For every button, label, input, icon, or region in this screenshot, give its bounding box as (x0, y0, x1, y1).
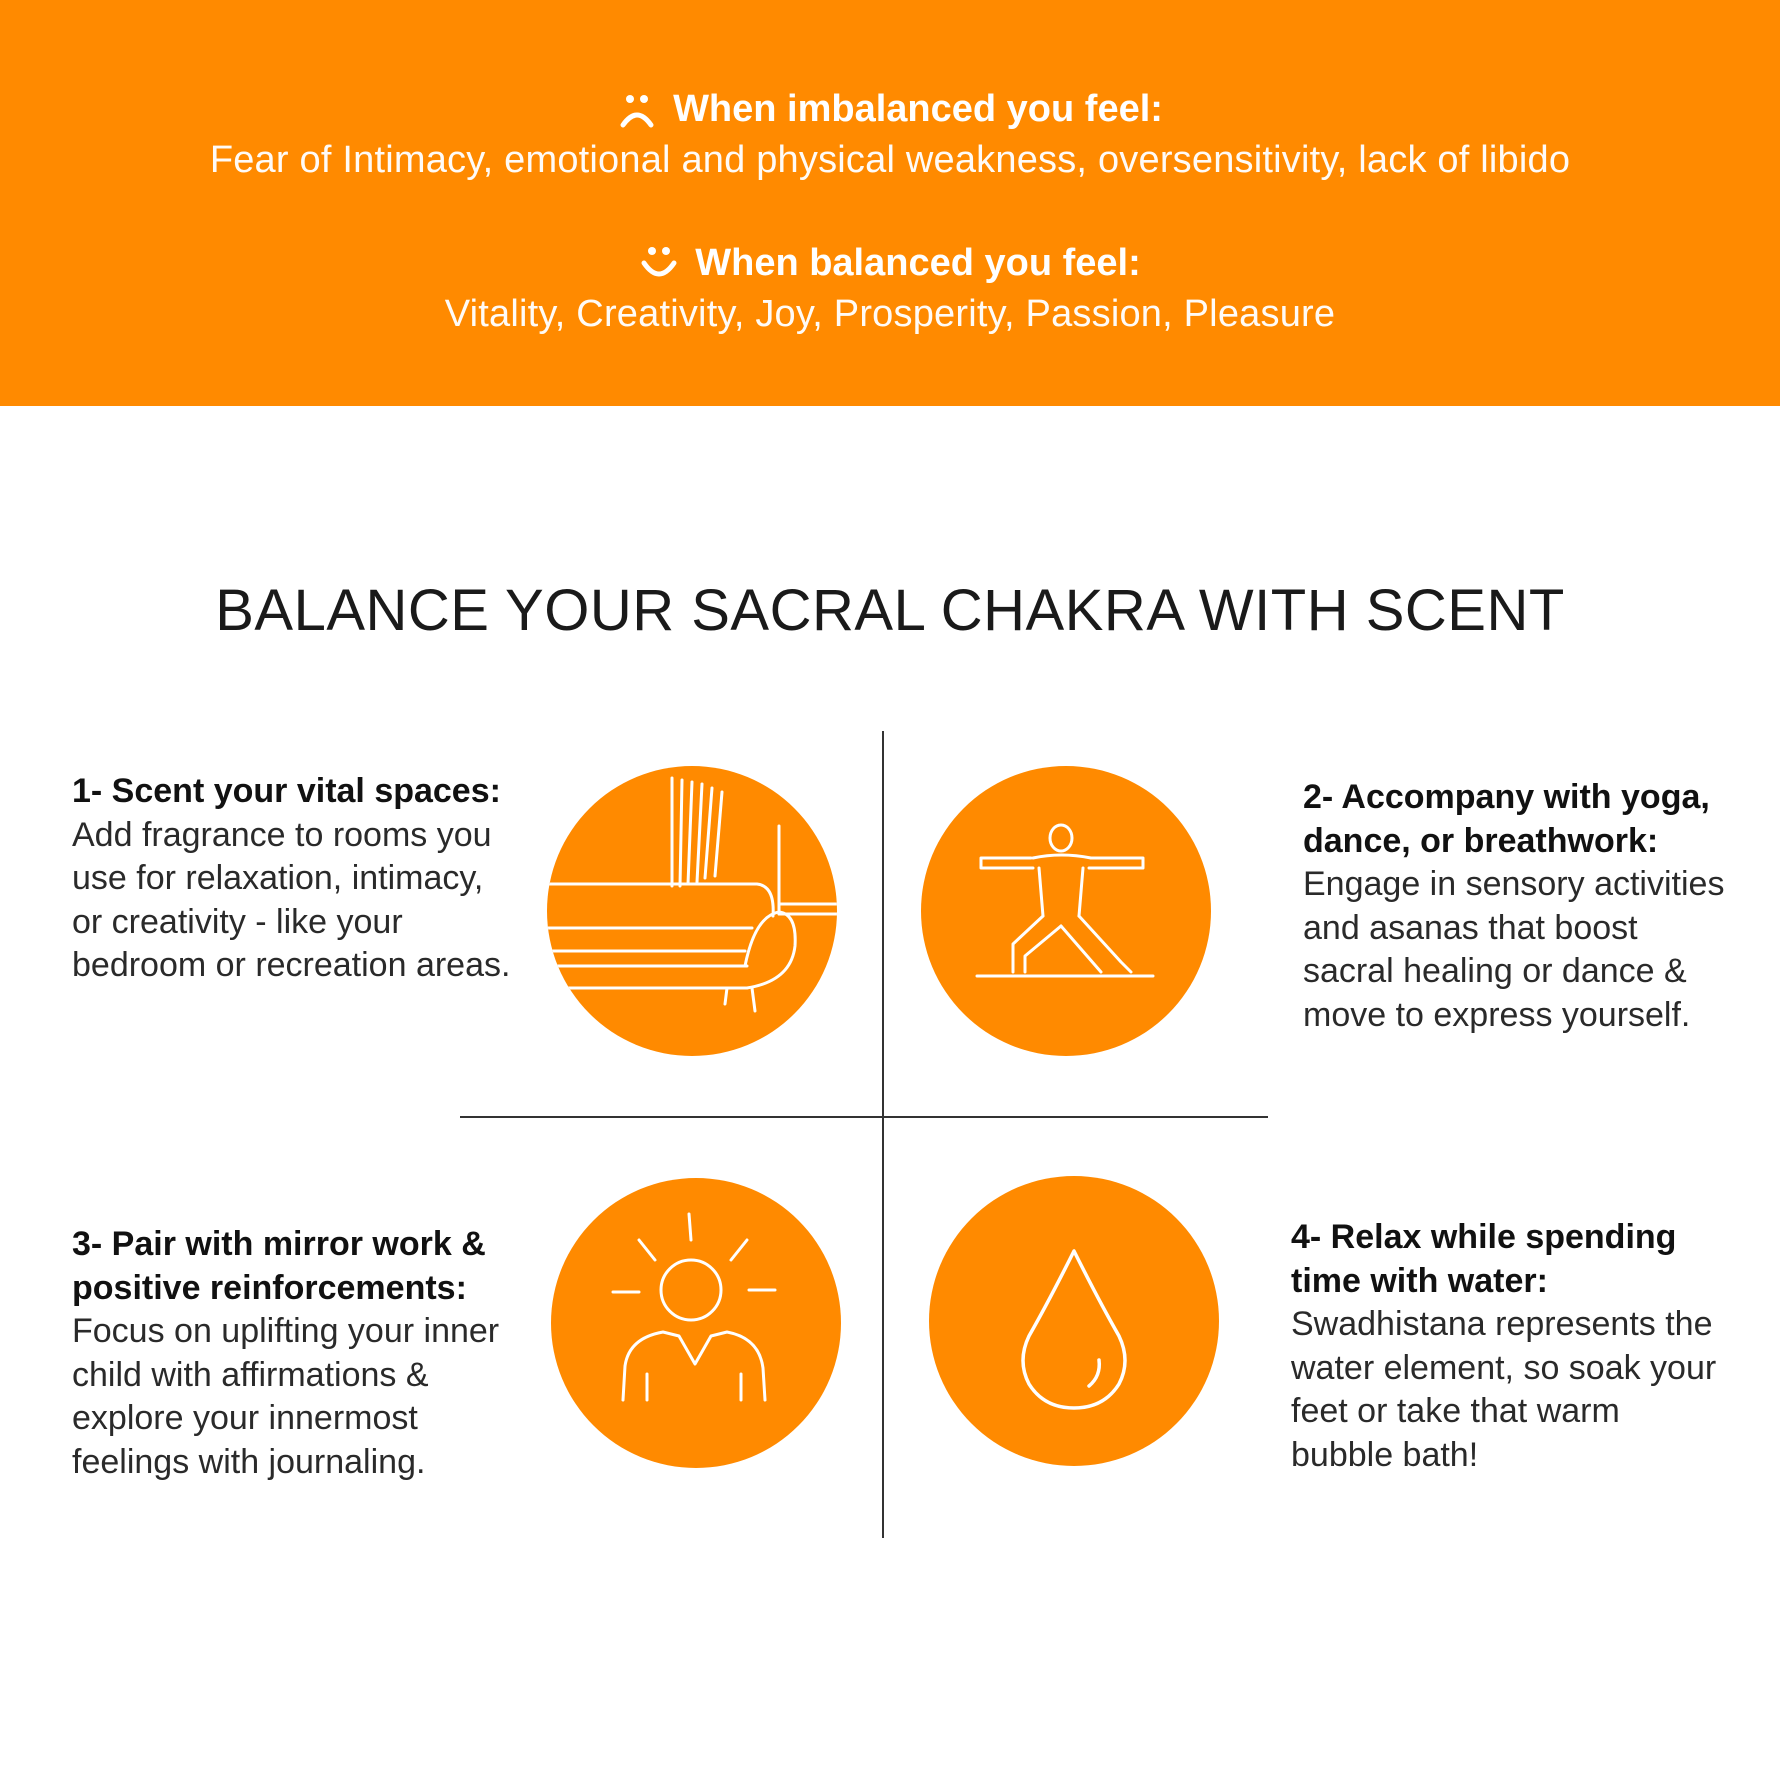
vertical-divider (882, 731, 884, 1538)
step-4-lead: 4- Relax while spending time with water: (1291, 1218, 1677, 1300)
yoga-pose-icon (921, 766, 1211, 1056)
step-2-lead: 2- Accompany with yoga, dance, or breathwork: (1303, 778, 1710, 860)
balanced-body: Vitality, Creativity, Joy, Prosperity, Passion, Pleasure (444, 293, 1336, 335)
imbalanced-heading: When imbalanced you feel: (673, 88, 1163, 130)
page-title: BALANCE YOUR SACRAL CHAKRA WITH SCENT (215, 578, 1565, 643)
imbalanced-heading-row (0, 86, 1780, 132)
radiant-person-icon (551, 1178, 841, 1468)
step-1 (72, 770, 512, 988)
balanced-heading-row (0, 240, 1780, 286)
step-2 (1303, 776, 1733, 1037)
imbalanced-body: Fear of Intimacy, emotional and physical weakness, oversensitivity, lack of libido (209, 139, 1571, 181)
water-drop-icon (929, 1176, 1219, 1466)
step-1-desc: Add fragrance to rooms you use for relaxation, intimacy, or creativity - like your bedroom or recreation areas. (72, 815, 511, 984)
step-4 (1291, 1216, 1731, 1477)
balanced-section (0, 240, 1780, 340)
step-3-lead: 3- Pair with mirror work & positive reinforcements: (72, 1225, 486, 1307)
imbalanced-section (0, 86, 1780, 186)
step-3 (72, 1223, 532, 1484)
step-2-desc: Engage in sensory activities and asanas that boost sacral healing or dance & move to express yourself. (1303, 865, 1725, 1034)
balanced-heading: When balanced you feel: (695, 242, 1141, 284)
feelings-banner (0, 0, 1780, 406)
step-3-desc: Focus on uplifting your inner child with affirmations & explore your innermost feelings with journaling. (72, 1312, 500, 1481)
smile-face-icon (639, 243, 679, 283)
sofa-icon (547, 766, 837, 1056)
horizontal-divider (460, 1116, 1268, 1118)
step-4-desc: Swadhistana represents the water element, so soak your feet or take that warm bubble bath! (1291, 1305, 1717, 1474)
sad-face-icon (617, 89, 657, 129)
step-1-lead: 1- Scent your vital spaces: (72, 772, 501, 810)
